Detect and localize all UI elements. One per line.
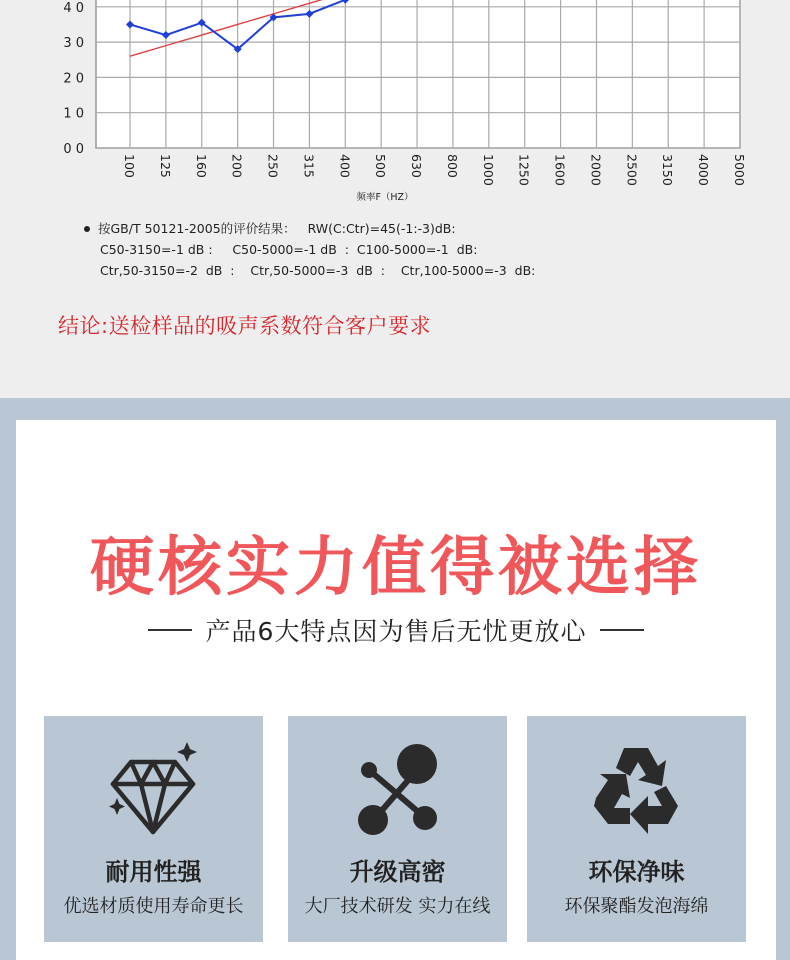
features-card [16, 420, 776, 960]
subheadline-row [16, 610, 776, 650]
right-dash [600, 629, 644, 631]
x-tick-label: 200 [229, 154, 245, 178]
y-tick-label: 3 0 [63, 36, 84, 52]
evaluation-results [84, 218, 535, 281]
x-tick-label: 2500 [624, 154, 640, 186]
x-tick-label: 125 [157, 154, 173, 178]
x-tick-label: 3150 [660, 154, 676, 186]
results-line2: C50-3150=-1 dB : C50-5000=-1 dB : C100-5000=-1 dB: [100, 242, 478, 257]
x-tick-label: 1600 [552, 154, 568, 186]
x-tick-label: 500 [373, 154, 389, 178]
molecule-icon [347, 740, 447, 840]
subheadline: 产品6大特点因为售后无忧更放心 [205, 617, 587, 646]
conclusion-text: 结论:送检样品的吸声系数符合客户要求 [58, 314, 432, 338]
headline: 硬核实力值得被选择 [90, 530, 702, 605]
test-report-section [0, 0, 790, 398]
feature-high-density [288, 716, 507, 942]
x-tick-label: 800 [444, 154, 460, 178]
feature-title: 耐用性强 [105, 858, 202, 886]
x-axis-label: 频率F（HZ） [356, 192, 414, 203]
x-tick-label: 250 [265, 154, 281, 178]
x-tick-label: 5000 [732, 154, 747, 186]
x-tick-label: 315 [301, 154, 317, 178]
feature-desc: 环保聚酯发泡海绵 [564, 896, 709, 917]
y-tick-label: 1 0 [63, 106, 84, 122]
results-line3: Ctr,50-3150=-2 dB : Ctr,50-5000=-3 dB : Ctr,100-5000=-3 dB: [100, 263, 536, 278]
results-line1-value: RW(C:Ctr)=45(-1:-3)dB: [307, 221, 456, 236]
y-tick-label: 4 0 [63, 0, 84, 16]
plot-area [96, 0, 740, 148]
x-tick-label: 400 [337, 154, 353, 178]
y-tick-label: 0 0 [63, 142, 84, 157]
x-tick-label: 160 [193, 154, 209, 178]
left-dash [148, 629, 192, 631]
feature-durable [44, 716, 263, 942]
results-line1-prefix: 按GB/T 50121-2005的评价结果： [98, 221, 296, 236]
x-tick-label: 1000 [480, 154, 496, 186]
x-tick-label: 630 [409, 154, 425, 178]
feature-title: 环保净味 [588, 858, 685, 886]
recycle-icon [586, 740, 686, 840]
x-tick-label: 4000 [696, 154, 712, 186]
bullet-icon [84, 226, 90, 232]
feature-title: 升级高密 [349, 858, 446, 886]
feature-desc: 大厂技术研发 实力在线 [304, 896, 491, 917]
x-tick-label: 100 [122, 154, 137, 178]
feature-desc: 优选材质使用寿命更长 [63, 896, 244, 917]
x-tick-label: 1250 [516, 154, 532, 186]
y-tick-label: 2 0 [63, 71, 84, 87]
feature-eco [527, 716, 746, 942]
sound-absorption-chart [0, 0, 790, 210]
diamond-icon [103, 740, 203, 840]
x-tick-label: 2000 [588, 154, 604, 186]
